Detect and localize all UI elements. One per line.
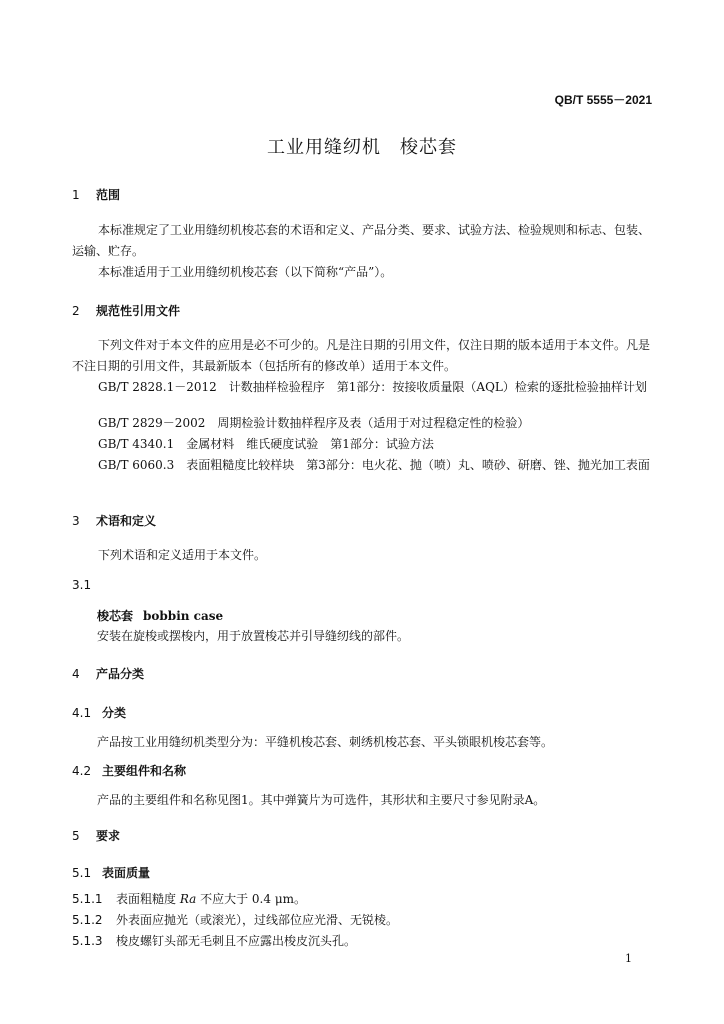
subsection-number: 5.1	[72, 866, 92, 880]
item-text: 外表面应抛光（或滚光），过线部位应光滑、无锐棱。	[116, 913, 399, 927]
section-2-intro: 下列文件对于本文件的应用是必不可少的。凡是注日期的引用文件，仅注日期的版本适用于本文件。凡是不注日期的引用文件，其最新版本（包括所有的修改单）适用于本文件。	[72, 338, 651, 373]
section-4-heading	[72, 665, 144, 682]
requirement-item	[72, 911, 398, 928]
subsection-number: 4.2	[72, 764, 92, 778]
requirement-item	[72, 932, 356, 949]
section-title: 规范性引用文件	[96, 304, 181, 318]
term-definition: 安装在旋梭或摆梭内，用于放置梭芯并引导缝纫线的部件。	[97, 629, 410, 643]
section-number: 4	[72, 667, 80, 681]
subsection-4-2-heading	[72, 762, 186, 779]
subsection-5-1-heading	[72, 864, 150, 881]
section-2-heading	[72, 302, 180, 319]
reference-item: GB/T 2829－2002 周期检验计数抽样程序及表（适用于对过程稳定性的检验）	[98, 416, 530, 430]
section-1-heading	[72, 186, 120, 203]
page-number: 1	[625, 952, 632, 965]
section-title: 术语和定义	[96, 514, 157, 528]
section-title: 产品分类	[96, 667, 145, 681]
term-chinese: 梭芯套	[97, 609, 134, 623]
section-title: 范围	[96, 188, 121, 202]
item-number: 5.1.3	[72, 934, 103, 948]
section-3-intro: 下列术语和定义适用于本文件。	[98, 548, 267, 562]
section-number: 2	[72, 304, 80, 318]
item-number: 5.1.2	[72, 913, 103, 927]
section-number: 3	[72, 514, 80, 528]
term-number: 3.1	[72, 578, 92, 592]
item-text-post: 不应大于 0.4 μm。	[196, 892, 307, 906]
reference-item: GB/T 6060.3 表面粗糙度比较样块 第3部分：电火花、抛（喷）丸、喷砂、研磨、锉、抛光加工表面	[98, 458, 650, 472]
document-title: 工业用缝纫机 梭芯套	[267, 137, 457, 158]
item-text: 梭皮螺钉头部无毛刺且不应露出梭皮沉头孔。	[116, 934, 357, 948]
standard-code: QB/T 5555－2021	[554, 93, 652, 107]
section-title: 要求	[96, 829, 121, 843]
requirement-item	[72, 890, 306, 907]
item-symbol: Ra	[179, 892, 197, 906]
section-5-heading	[72, 827, 120, 844]
section-1-paragraph-1: 本标准规定了工业用缝纫机梭芯套的术语和定义、产品分类、要求、试验方法、检验规则和标志、包装、运输、贮存。	[72, 223, 651, 258]
subsection-title: 表面质量	[102, 866, 151, 880]
reference-item: GB/T 2828.1－2012 计数抽样检验程序 第1部分：按接收质量限（AQL）检索的逐批检验抽样计划	[98, 380, 647, 394]
subsection-title: 分类	[102, 706, 127, 720]
section-1-paragraph-2: 本标准适用于工业用缝纫机梭芯套（以下简称“产品”）。	[98, 265, 393, 279]
term-english: bobbin case	[143, 609, 224, 623]
item-text-pre: 表面粗糙度	[116, 892, 180, 906]
item-number: 5.1.1	[72, 892, 103, 906]
subsection-4-1-text: 产品按工业用缝纫机类型分为：平缝机梭芯套、刺绣机梭芯套、平头锁眼机梭芯套等。	[97, 735, 554, 749]
section-3-heading	[72, 512, 156, 529]
subsection-number: 4.1	[72, 706, 92, 720]
subsection-4-2-text: 产品的主要组件和名称见图1。其中弹簧片为可选件，其形状和主要尺寸参见附录A。	[97, 793, 546, 807]
reference-item: GB/T 4340.1 金属材料 维氏硬度试验 第1部分：试验方法	[98, 437, 434, 451]
section-number: 5	[72, 829, 80, 843]
subsection-title: 主要组件和名称	[102, 764, 187, 778]
subsection-4-1-heading	[72, 704, 126, 721]
term-entry	[97, 607, 223, 624]
section-number: 1	[72, 188, 80, 202]
